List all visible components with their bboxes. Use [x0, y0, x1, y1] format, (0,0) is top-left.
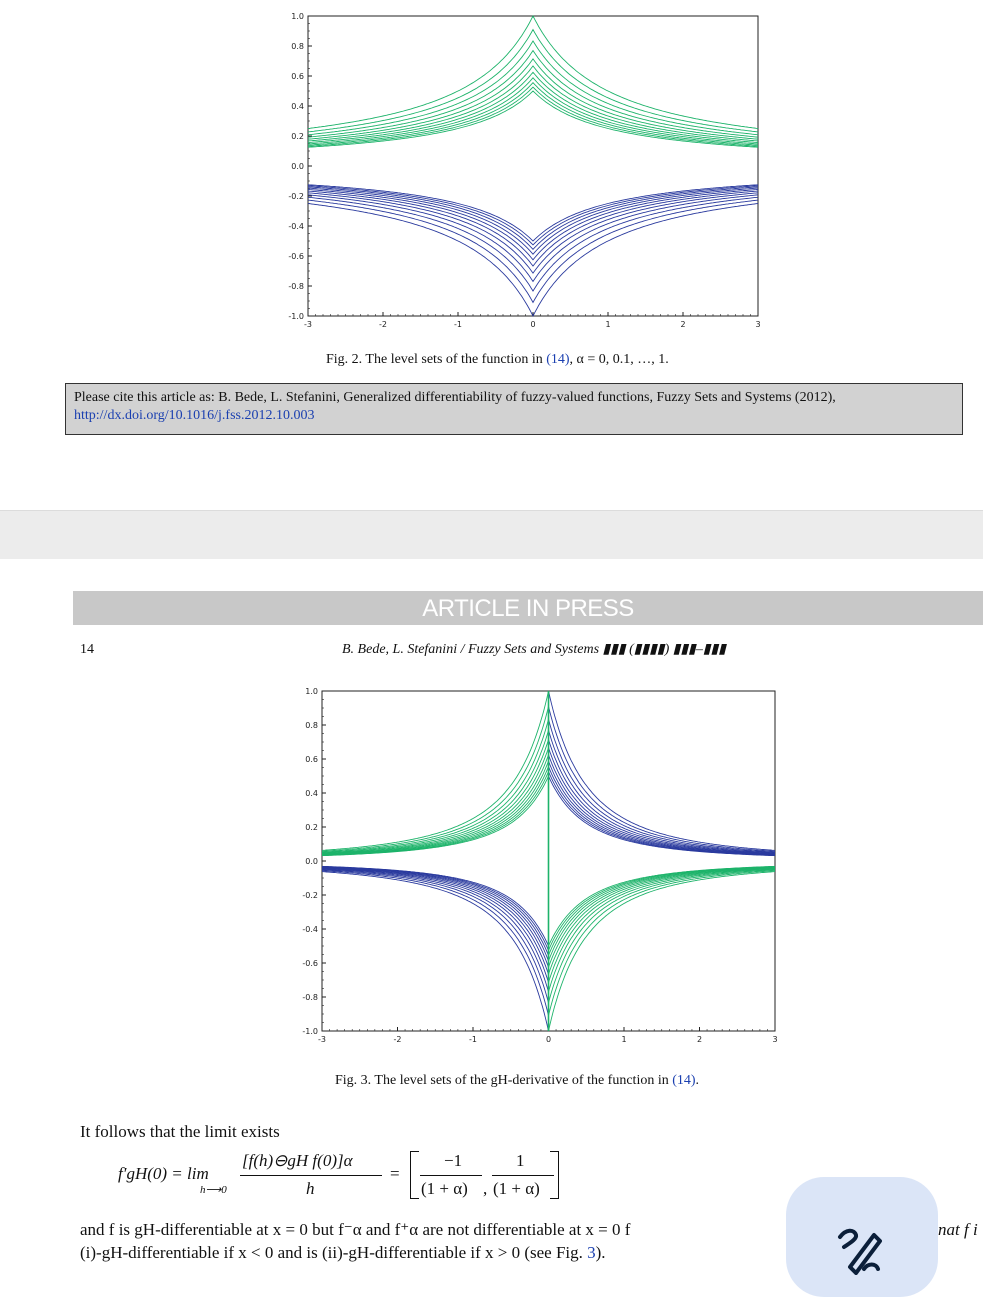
pdf-page-14 — [0, 559, 983, 1280]
x-tick-label: -3 — [318, 1035, 326, 1044]
y-tick-label: 0.4 — [305, 789, 318, 798]
x-tick-label: 2 — [680, 320, 686, 329]
equation-reference-link[interactable]: (14) — [672, 1073, 696, 1088]
paragraph-line-1: and f is gH-differentiable at x = 0 but f⁻α and f⁺α are not differentiable at x = 0 f — [80, 1220, 631, 1239]
eq-comma: , — [483, 1179, 488, 1198]
x-tick-label: 1 — [605, 320, 611, 329]
figure-2-caption — [326, 352, 669, 368]
equation-reference-link[interactable]: (14) — [546, 352, 570, 367]
limit-equation — [118, 1151, 568, 1207]
y-tick-label: 0.4 — [291, 102, 304, 111]
eq-frac2-denominator: (1 + α) — [493, 1179, 540, 1198]
y-tick-label: 0.2 — [291, 132, 304, 141]
eq-frac2-numerator: 1 — [516, 1151, 525, 1170]
eq-left-bracket — [410, 1151, 419, 1199]
y-tick-label: 0.8 — [291, 42, 304, 51]
line-2-end: ). — [595, 1243, 606, 1262]
y-tick-label: -0.4 — [302, 925, 318, 934]
page-separator — [0, 510, 983, 560]
paragraph-line-2 — [80, 1243, 606, 1263]
figure-reference-link[interactable]: 3 — [587, 1243, 596, 1262]
running-head: B. Bede, L. Stefanini / Fuzzy Sets and Systems ▮▮▮ (▮▮▮▮) ▮▮▮–▮▮▮ — [342, 642, 726, 657]
y-tick-label: 0.6 — [305, 755, 318, 764]
paragraph-intro: It follows that the limit exists — [80, 1122, 280, 1141]
y-tick-label: -0.6 — [288, 252, 304, 261]
eq-numerator: [f(h)⊖gH f(0)]α — [242, 1151, 353, 1170]
article-in-press-banner — [73, 591, 983, 625]
x-tick-label: -2 — [379, 320, 387, 329]
y-tick-label: -0.4 — [288, 222, 304, 231]
x-tick-label: 2 — [696, 1035, 703, 1044]
y-tick-label: -0.2 — [288, 192, 304, 201]
y-tick-label: -1.0 — [302, 1027, 318, 1036]
y-tick-label: -1.0 — [288, 312, 304, 321]
x-tick-label: 1 — [621, 1035, 627, 1044]
pdf-page-13 — [0, 0, 983, 510]
x-tick-label: -1 — [454, 320, 462, 329]
y-tick-label: 0.0 — [291, 162, 304, 171]
eq-frac1-numerator: −1 — [444, 1151, 463, 1170]
eq-right-bracket — [550, 1151, 559, 1199]
y-tick-label: 0.0 — [305, 857, 318, 866]
line-2-text: (i)-gH-differentiable if x < 0 and is (ii)-gH-differentiable if x > 0 (see Fig. — [80, 1243, 588, 1262]
eq-denominator: h — [306, 1179, 315, 1198]
x-tick-label: -2 — [393, 1035, 402, 1044]
plot-frame — [308, 16, 758, 316]
x-tick-label: -1 — [469, 1035, 477, 1044]
y-tick-label: 0.2 — [305, 823, 318, 832]
caption-text: Fig. 2. The level sets of the function in — [326, 352, 547, 367]
figure-3-caption — [335, 1073, 699, 1089]
citation-text: Please cite this article as: B. Bede, L. Stefanini, Generalized differentiability of fuzzy-valued functions, Fuzzy Sets and Systems (2012), — [74, 390, 836, 405]
y-tick-label: 1.0 — [305, 687, 318, 696]
x-tick-label: 3 — [772, 1035, 778, 1044]
y-tick-label: 0.8 — [305, 721, 318, 730]
edit-pen-icon — [834, 1223, 886, 1275]
figure-3-chart — [288, 684, 788, 1054]
eq-frac1-denominator: (1 + α) — [421, 1179, 468, 1198]
y-tick-label: -0.8 — [302, 993, 318, 1002]
figure-2-chart — [270, 6, 770, 336]
eq-lim-sub: h⟶0 — [200, 1184, 227, 1196]
x-tick-label: -3 — [304, 320, 312, 329]
caption-text-end: , α = 0, 0.1, …, 1. — [569, 352, 669, 367]
y-tick-label: -0.6 — [302, 959, 318, 968]
eq-fraction-bar — [240, 1175, 382, 1176]
doi-link[interactable]: http://dx.doi.org/10.1016/j.fss.2012.10.003 — [74, 408, 315, 423]
caption-text: Fig. 3. The level sets of the gH-derivative of the function in — [335, 1073, 673, 1088]
eq-frac1-bar — [420, 1175, 482, 1176]
banner-text: ARTICLE IN PRESS — [422, 595, 634, 622]
annotate-fab-button[interactable] — [786, 1177, 938, 1297]
y-tick-label: 1.0 — [291, 12, 304, 21]
eq-frac2-bar — [492, 1175, 554, 1176]
caption-text-end: . — [695, 1073, 700, 1088]
x-tick-label: 0 — [545, 1035, 552, 1044]
page-number: 14 — [80, 642, 94, 657]
y-tick-label: -0.2 — [302, 891, 318, 900]
x-tick-label: 0 — [530, 320, 536, 329]
citation-box — [65, 383, 963, 435]
y-tick-label: -0.8 — [288, 282, 304, 291]
paragraph-line-1-tail: nat f i — [938, 1220, 978, 1239]
eq-lhs: f′gH(0) = lim — [118, 1164, 209, 1183]
eq-equals: = — [390, 1164, 400, 1183]
y-tick-label: 0.6 — [291, 72, 304, 81]
x-tick-label: 3 — [755, 320, 761, 329]
